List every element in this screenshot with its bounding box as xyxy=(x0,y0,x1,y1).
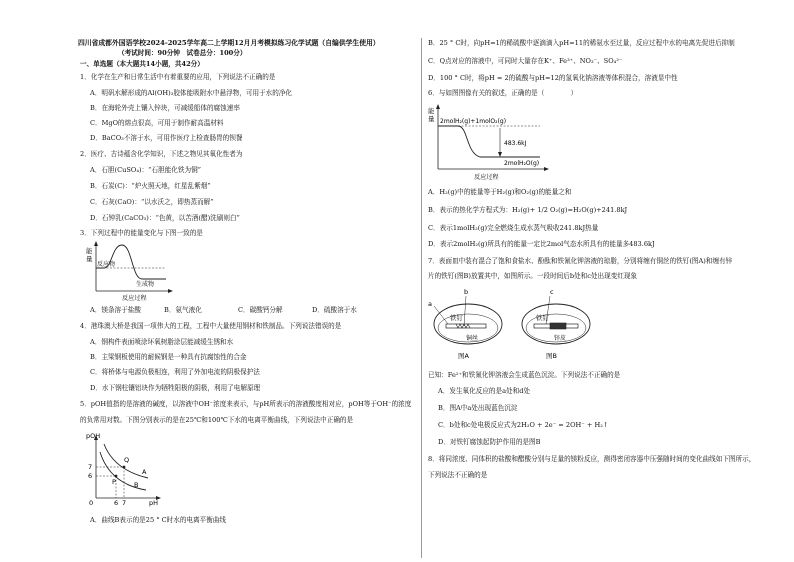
q5-tick-x7: 7 xyxy=(122,499,127,507)
q6-option-b: B．表示的热化学方程式为：H₂(g)+ 1/2 O₂(g)=H₂O(g)+241.8kJ xyxy=(428,206,628,214)
q5-label-a: A xyxy=(142,468,147,476)
q5-label-q: Q xyxy=(124,456,130,464)
right-column xyxy=(428,0,778,562)
q6-dh-arrow-head xyxy=(498,152,502,157)
q6-stem: 6．与如图图像有关的叙述，正确的是（ ） xyxy=(428,89,578,97)
q7-label-a: a xyxy=(428,300,432,308)
q6-option-a: A．H₂(g)中的能量等于H₂(g)和O₂(g)的能量之和 xyxy=(428,188,572,196)
q7-nail-figure xyxy=(428,284,608,364)
q2-option-c: C．石灰(CaO)：“以水沃之，即热蒸而解” xyxy=(90,198,214,206)
q6-option-c: C．表示1molH₂(g)完全燃烧生成水蒸气吸收241.8kJ热量 xyxy=(428,224,599,232)
q4-option-c: C．将桥体与电源负极相连，利用了外加电流的阴极保护法 xyxy=(90,368,260,376)
q3-xlabel: 反应过程 xyxy=(122,295,147,302)
q1-option-b: B．在海轮外壳上镶入锌块，可减缓船体的腐蚀速率 xyxy=(90,104,240,112)
q3-y-arrow xyxy=(94,241,98,246)
q1-option-c: C．MgO的熔点很高，可用于制作耐高温材料 xyxy=(90,119,224,127)
q7-option-d: D．对铁钉腐蚀起防护作用的是图B xyxy=(438,438,541,446)
q5-stem-line1: 5．pOH值指的是溶液的碱度，以溶液中OH⁻浓度来表示，与pH所表示的溶液酸度相对应，pOH等于OH⁻的浓度 xyxy=(80,400,412,408)
q4-stem: 4．港珠澳大桥是我国一项伟大的工程，工程中大量使用钢材和铁制品。下列说法错误的是 xyxy=(80,322,342,330)
q5-option-a: A．曲线B表示的是25 ° C时水的电离平衡曲线 xyxy=(90,516,227,524)
q7-label-c: c xyxy=(550,288,554,296)
exam-meta: （考试时间：90分钟 试卷总分：100分） xyxy=(118,49,247,57)
q5-label-p: P xyxy=(112,478,116,486)
q7-option-a: A．发生氧化反应的是a处和d处 xyxy=(438,387,531,395)
q5-label-b: B xyxy=(134,481,139,489)
q1-option-a: A．明矾水解形成的Al(OH)₃胶体能吸附水中悬浮物，可用于水的净化 xyxy=(90,89,293,97)
q5-option-c: C．Q点对应的溶液中，可同时大量存在K⁺、Fe³⁺、NO₃⁻、SO₄²⁻ xyxy=(428,57,623,65)
q3-ylabel-1: 能 xyxy=(86,247,93,255)
q2-option-d: D．石钟乳(CaCO₃)：“色黄，以苦酒(醋)洗刷则白” xyxy=(90,214,240,222)
q5-tick-x6: 6 xyxy=(114,499,119,507)
q5-option-d: D．100 ° C时，将pH = 2的硫酸与pH=12的氢氧化钠溶液等体积混合，溶液显中性 xyxy=(428,74,678,82)
q1-option-d: D．BaCO₃不溶于水，可用作医疗上检查肠胃的钡餐 xyxy=(90,134,243,142)
q7-zinc-sheet xyxy=(550,323,566,329)
column-divider xyxy=(421,38,422,558)
q6-ylabel-2: 量 xyxy=(428,115,435,123)
q8-stem-line2: 下列说法不正确的是 xyxy=(428,471,488,479)
q5-xlabel: pH xyxy=(149,499,159,507)
paper-title: 四川省成都外国语学校2024-2025学年高二上学期12月月考模拟练习化学试题（自编供学生使用） xyxy=(78,39,380,47)
q7-pointer-b xyxy=(464,296,466,326)
q5-option-b: B．25 ° C时，向pH=1的稀硫酸中逐滴滴入pH=11的稀氨水至过量，反应过程中水的电离先促进后抑制 xyxy=(428,39,735,47)
q7-option-c: C．b处和c处电极反应式为2H₂O + 2e⁻ = 2OH⁻ + H₂↑ xyxy=(438,421,609,429)
q7-label-zinc: 锌皮 xyxy=(554,335,567,342)
q3-reactant-label: 反应物 xyxy=(97,261,116,268)
q4-option-a: A．钢构件表面喷涂环氧树脂涂层能减缓生锈和水 xyxy=(90,338,234,346)
q3-option-b: B．氨气液化 xyxy=(164,306,202,314)
q7-option-b: B．图A中a处出现蓝色沉淀 xyxy=(438,404,518,412)
q7-stem-line1: 7．表面皿中装有混合了饱和食盐水、酚酞和铁氰化钾溶液的琼脂，分别将缠有铜丝的铁钉(图A)和缠有锌 xyxy=(428,257,733,265)
q6-energy-graph xyxy=(428,103,558,181)
q7-label-nail-b: 铁钉 xyxy=(536,314,549,322)
q6-reactant-label: 2molH₂(g)+1molO₂(g) xyxy=(440,118,507,125)
q7-note: 已知：Fe²⁺和铁氰化钾溶液会生成蓝色沉淀。下列说法不正确的是 xyxy=(428,371,621,379)
q5-poh-graph xyxy=(86,432,166,507)
q3-option-c: C．碳酸钙分解 xyxy=(238,306,283,314)
q3-ylabel-2: 量 xyxy=(86,255,93,263)
q5-ylabel: pOH xyxy=(86,432,101,440)
q6-dh-label: 483.6kJ xyxy=(504,140,527,147)
q7-label-nail-a: 铁钉 xyxy=(450,314,463,322)
q3-x-arrow xyxy=(168,289,173,293)
q2-option-a: A．石胆(CuSO₄)：“石胆能化铁为铜” xyxy=(90,166,202,174)
left-column xyxy=(80,0,414,562)
q7-stem-line2: 片的铁钉(图B)放置其中，如图所示。一段时间后b处和c处出现变红现象 xyxy=(428,272,638,280)
section-heading: 一、单选题（本大题共14小题，共42分） xyxy=(80,60,204,68)
q8-stem-line1: 8．将同浓度、同体积的盐酸和醋酸分别与足量的镁粉反应，测得密闭容器中压强随时间的变化曲线如下图所示， xyxy=(428,455,756,463)
q2-stem: 2．医疗、古诗蕴含化学知识，下述之物见其氧化性者为 xyxy=(80,150,243,158)
q7-label-copper: 铜丝 xyxy=(466,335,479,342)
q7-caption-a: 图A xyxy=(458,352,469,360)
q6-option-d: D．表示2molH₂(g)所具有的能量一定比2mol气态水所具有的能量多483.6kJ xyxy=(428,240,655,248)
q7-caption-b: 图B xyxy=(546,352,557,360)
q6-ylabel-1: 能 xyxy=(428,107,435,115)
q5-stem-line2: 的负常用对数。下图分别表示的是在25℃和100℃下水的电离平衡曲线，下列说法中正确的是 xyxy=(80,416,354,424)
q4-option-d: D．水下钢柱镶铝块作为牺牲阳极的阴极，利用了电解原理 xyxy=(90,384,261,392)
q3-product-label: 生成物 xyxy=(136,281,155,288)
q6-xlabel: 反应过程 xyxy=(474,174,499,181)
q5-point-p xyxy=(115,475,118,478)
q3-stem: 3．下列过程中的能量变化与下图一致的是 xyxy=(80,229,203,237)
q6-product-label: 2molH₂O(g) xyxy=(504,160,540,167)
q6-y-arrow xyxy=(436,104,440,109)
q5-tick-y7: 7 xyxy=(88,463,93,471)
q4-option-b: B．主梁钢板使用的耐候钢是一种具有抗腐蚀性的合金 xyxy=(90,353,247,361)
q2-option-b: B．石炭(C)：“炉火照天地，红星乱紫烟” xyxy=(90,182,211,190)
q5-tick-y6: 6 xyxy=(88,472,93,480)
q5-origin: 0 xyxy=(89,499,94,507)
q3-energy-graph xyxy=(86,241,176,301)
q3-option-a: A．镁条溶于盐酸 xyxy=(90,306,141,314)
q6-x-arrow xyxy=(544,167,549,171)
q5-curve-b xyxy=(100,452,146,490)
q3-option-d: D．硫酸溶于水 xyxy=(312,306,357,314)
q7-label-b: b xyxy=(464,288,469,296)
q1-stem: 1．化学在生产和日常生活中有着重要的应用，下列说法不正确的是 xyxy=(80,73,276,81)
q5-point-q xyxy=(123,466,126,469)
